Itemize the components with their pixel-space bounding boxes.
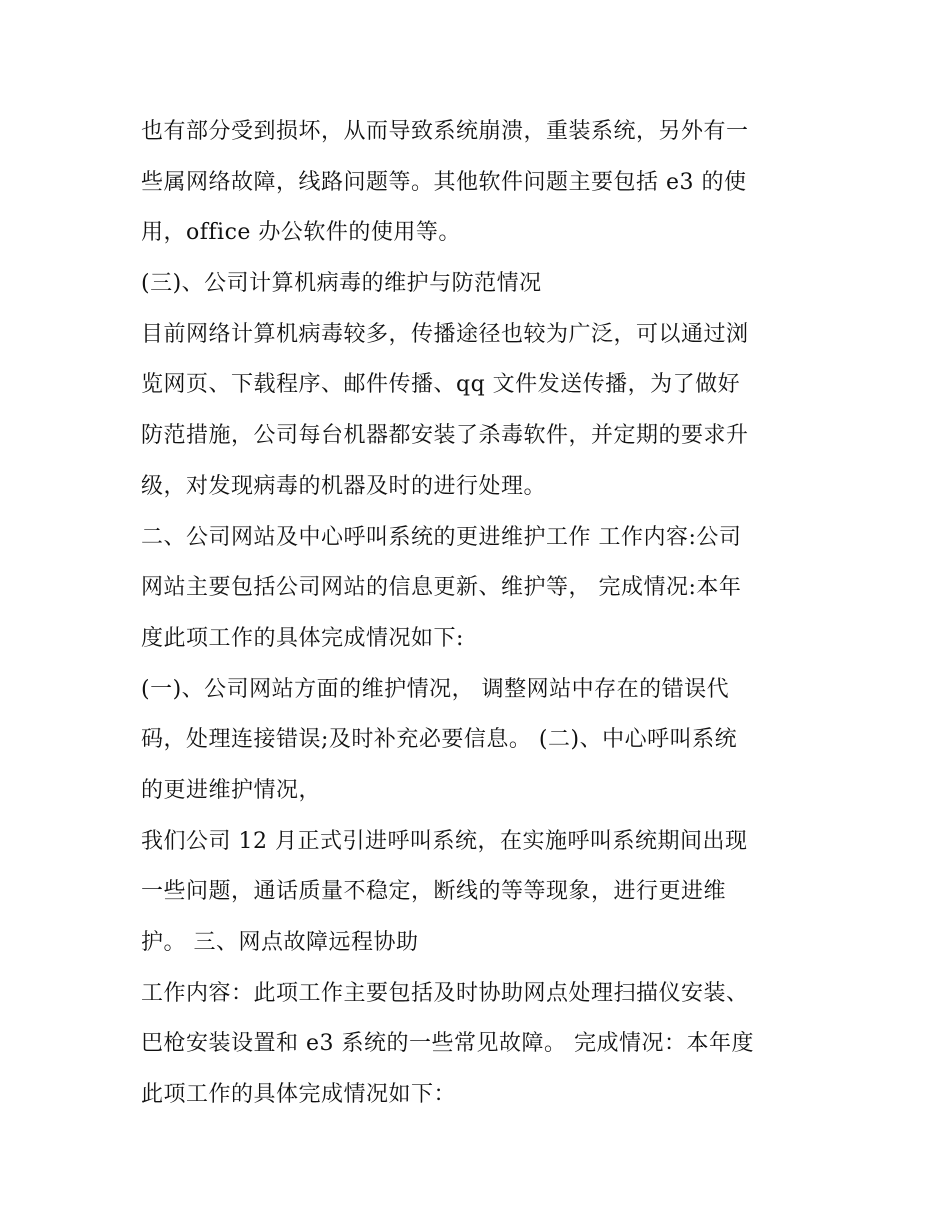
text-line: 级，对发现病毒的机器及时的进行处理。 <box>141 473 547 499</box>
text-line: (一)、公司网站方面的维护情况， 调整网站中存在的错误代 <box>141 676 730 702</box>
text-line: 防范措施，公司每台机器都安装了杀毒软件，并定期的要求升 <box>141 423 749 449</box>
text-line: 此项工作的具体完成情况如下： <box>141 1082 457 1108</box>
text-line: 码，处理连接错误;及时补充必要信息。 (二)、中心呼叫系统 <box>141 727 738 753</box>
text-line: 览网页、下载程序、邮件传播、qq 文件发送传播，为了做好 <box>141 372 741 398</box>
text-line: 巴枪安装设置和 e3 系统的一些常见故障。 完成情况：本年度 <box>141 1031 754 1057</box>
text-line: 也有部分受到损坏，从而导致系统崩溃，重装系统，另外有一 <box>141 119 749 144</box>
text-line: 用，office 办公软件的使用等。 <box>141 220 461 246</box>
text-line: 的更进维护情况， <box>141 777 322 803</box>
text-line: 度此项工作的具体完成情况如下: <box>141 625 464 651</box>
text-line: 目前网络计算机病毒较多，传播途径也较为广泛，可以通过浏 <box>141 321 749 347</box>
text-line: 些属网络故障，线路问题等。其他软件问题主要包括 e3 的使 <box>141 169 747 195</box>
text-line: 网站主要包括公司网站的信息更新、维护等， 完成情况:本年 <box>141 575 742 601</box>
text-line: 二、公司网站及中心呼叫系统的更进维护工作 工作内容:公司 <box>141 524 742 550</box>
text-line: 护。 三、网点故障远程协助 <box>141 930 419 955</box>
document-body <box>141 107 821 1121</box>
text-line: 我们公司 12 月正式引进呼叫系统，在实施呼叫系统期间出现 <box>141 828 748 854</box>
text-line: 一些问题，通话质量不稳定，断线的等等现象，进行更进维 <box>141 879 727 905</box>
section-heading: (三)、公司计算机病毒的维护与防范情况 <box>141 271 542 297</box>
text-line: 工作内容：此项工作主要包括及时协助网点处理扫描仪安装、 <box>141 980 749 1006</box>
